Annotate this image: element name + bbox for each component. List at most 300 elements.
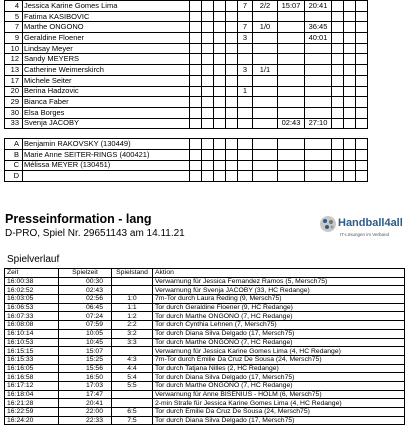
player-suspension <box>305 43 332 54</box>
event-time: 16:06:53 <box>5 303 59 312</box>
event-time: 16:16:58 <box>5 373 59 382</box>
event-time: 16:07:33 <box>5 312 59 321</box>
empty-cell <box>344 118 356 129</box>
player-name: Elsa Borges <box>23 107 190 118</box>
event-gametime: 10:05 <box>59 329 112 338</box>
empty-cell <box>226 86 238 97</box>
spacer-row <box>5 129 368 139</box>
empty-cell <box>344 75 356 86</box>
game-events-table <box>4 268 405 425</box>
event-action: Tor durch Cynthia Lehnen (7, Mersch75) <box>153 321 405 330</box>
event-row <box>5 338 405 347</box>
event-row <box>5 321 405 330</box>
spacer-cell <box>5 129 368 139</box>
event-time: 16:21:28 <box>5 399 59 408</box>
player-row <box>5 54 368 65</box>
handball-icon <box>318 214 338 234</box>
event-action: Verwarnung für Jessica Karine Gomes Lima (4, HC Redange) <box>153 347 405 356</box>
header-gametime: Spielzeit <box>59 269 112 278</box>
empty-cell <box>344 86 356 97</box>
official-row <box>5 171 368 182</box>
player-number: 17 <box>5 75 23 86</box>
player-7m <box>253 75 278 86</box>
empty-cell <box>356 11 368 22</box>
empty-cell <box>238 171 253 182</box>
player-goals <box>238 11 253 22</box>
empty-cell <box>356 118 368 129</box>
event-time: 16:15:15 <box>5 347 59 356</box>
handball4all-logo <box>318 212 406 242</box>
player-7m <box>253 107 278 118</box>
empty-cell <box>202 1 214 12</box>
empty-cell <box>190 22 202 33</box>
empty-cell <box>190 118 202 129</box>
player-goals: 3 <box>238 65 253 76</box>
empty-cell <box>202 65 214 76</box>
event-gametime: 17:03 <box>59 381 112 390</box>
event-gametime: 17:47 <box>59 390 112 399</box>
player-name: Michele Seiter <box>23 75 190 86</box>
empty-cell <box>344 11 356 22</box>
event-time: 16:08:08 <box>5 321 59 330</box>
empty-cell <box>332 22 344 33</box>
player-stats-table <box>4 0 368 182</box>
player-goals: 7 <box>238 22 253 33</box>
empty-cell <box>253 139 278 150</box>
player-number: 12 <box>5 54 23 65</box>
empty-cell <box>253 149 278 160</box>
player-row <box>5 75 368 86</box>
event-score: 5:4 <box>112 373 153 382</box>
player-7m: 2/2 <box>253 1 278 12</box>
player-goals: 1 <box>238 86 253 97</box>
event-score: 5:5 <box>112 381 153 390</box>
official-name: Mélissa MEYER (130451) <box>23 160 190 171</box>
empty-cell <box>305 139 332 150</box>
event-score <box>112 286 153 295</box>
empty-cell <box>344 1 356 12</box>
empty-cell <box>214 97 226 108</box>
empty-cell <box>305 171 332 182</box>
empty-cell <box>214 160 226 171</box>
event-score: 6:5 <box>112 408 153 417</box>
player-name: Lindsay Meyer <box>23 43 190 54</box>
empty-cell <box>226 22 238 33</box>
empty-cell <box>214 11 226 22</box>
event-score <box>112 277 153 286</box>
player-name: Svenja JACOBY <box>23 118 190 129</box>
player-suspension <box>305 97 332 108</box>
events-header-row <box>5 269 405 278</box>
event-row <box>5 295 405 304</box>
event-action: Tor durch Marthe ONGONO (7, HC Redange) <box>153 381 405 390</box>
empty-cell <box>356 139 368 150</box>
empty-cell <box>190 86 202 97</box>
empty-cell <box>344 139 356 150</box>
player-suspension: 27:10 <box>305 118 332 129</box>
event-gametime: 00:30 <box>59 277 112 286</box>
empty-cell <box>214 149 226 160</box>
player-warning: 02:43 <box>278 118 305 129</box>
empty-cell <box>190 11 202 22</box>
empty-cell <box>202 149 214 160</box>
empty-cell <box>202 107 214 118</box>
event-action: Tor durch Marthe ONGONO (7, HC Redange) <box>153 312 405 321</box>
event-action: Verwarnung für Anne BISENIUS - HOLM (6, Mersch75) <box>153 390 405 399</box>
player-suspension <box>305 86 332 97</box>
player-7m <box>253 118 278 129</box>
empty-cell <box>356 65 368 76</box>
empty-cell <box>190 33 202 44</box>
empty-cell <box>190 43 202 54</box>
empty-cell <box>278 149 305 160</box>
event-score: 4:3 <box>112 355 153 364</box>
empty-cell <box>238 139 253 150</box>
event-gametime: 06:45 <box>59 303 112 312</box>
empty-cell <box>226 160 238 171</box>
empty-cell <box>332 160 344 171</box>
player-warning <box>278 75 305 86</box>
event-gametime: 16:50 <box>59 373 112 382</box>
empty-cell <box>332 54 344 65</box>
player-number: 5 <box>5 11 23 22</box>
player-warning <box>278 65 305 76</box>
empty-cell <box>202 54 214 65</box>
official-name: Marie Anne SEITER-RINGS (400421) <box>23 149 190 160</box>
page-title: Presseinformation - lang <box>5 212 152 226</box>
empty-cell <box>202 43 214 54</box>
event-gametime: 22:33 <box>59 416 112 425</box>
player-row <box>5 1 368 12</box>
empty-cell <box>356 43 368 54</box>
event-time: 16:10:14 <box>5 329 59 338</box>
player-warning <box>278 97 305 108</box>
empty-cell <box>332 97 344 108</box>
empty-cell <box>332 86 344 97</box>
event-row <box>5 347 405 356</box>
empty-cell <box>190 54 202 65</box>
empty-cell <box>202 160 214 171</box>
event-row <box>5 390 405 399</box>
empty-cell <box>332 11 344 22</box>
player-number: 9 <box>5 33 23 44</box>
event-action: Tor durch Geraldine Floener (9, HC Redange) <box>153 303 405 312</box>
event-action: Tor durch Diana Silva Delgado (17, Mersch75) <box>153 416 405 425</box>
empty-cell <box>332 65 344 76</box>
empty-cell <box>332 75 344 86</box>
header-score: Spielstand <box>112 269 153 278</box>
player-suspension <box>305 11 332 22</box>
player-goals <box>238 43 253 54</box>
empty-cell <box>202 86 214 97</box>
empty-cell <box>226 118 238 129</box>
empty-cell <box>226 107 238 118</box>
player-number: 4 <box>5 1 23 12</box>
player-row <box>5 107 368 118</box>
event-time: 16:10:53 <box>5 338 59 347</box>
empty-cell <box>278 160 305 171</box>
empty-cell <box>214 1 226 12</box>
empty-cell <box>190 107 202 118</box>
player-number: 30 <box>5 107 23 118</box>
player-7m <box>253 43 278 54</box>
empty-cell <box>238 160 253 171</box>
event-row <box>5 416 405 425</box>
empty-cell <box>202 118 214 129</box>
event-time: 16:18:04 <box>5 390 59 399</box>
empty-cell <box>214 139 226 150</box>
player-goals <box>238 97 253 108</box>
empty-cell <box>253 160 278 171</box>
player-row <box>5 118 368 129</box>
empty-cell <box>226 139 238 150</box>
event-time: 16:22:59 <box>5 408 59 417</box>
player-warning: 15:07 <box>278 1 305 12</box>
empty-cell <box>202 139 214 150</box>
empty-cell <box>202 97 214 108</box>
player-number: 10 <box>5 43 23 54</box>
player-suspension: 36:45 <box>305 22 332 33</box>
empty-cell <box>190 1 202 12</box>
event-row <box>5 399 405 408</box>
empty-cell <box>226 75 238 86</box>
player-warning <box>278 22 305 33</box>
player-7m <box>253 97 278 108</box>
empty-cell <box>190 75 202 86</box>
header-action: Aktion <box>153 269 405 278</box>
empty-cell <box>332 149 344 160</box>
player-warning <box>278 43 305 54</box>
empty-cell <box>278 139 305 150</box>
empty-cell <box>202 171 214 182</box>
event-gametime: 15:25 <box>59 355 112 364</box>
event-row <box>5 312 405 321</box>
empty-cell <box>344 22 356 33</box>
empty-cell <box>202 33 214 44</box>
event-row <box>5 355 405 364</box>
event-row <box>5 329 405 338</box>
empty-cell <box>332 171 344 182</box>
event-row <box>5 364 405 373</box>
official-name <box>23 171 190 182</box>
empty-cell <box>356 54 368 65</box>
event-score: 1:2 <box>112 312 153 321</box>
empty-cell <box>305 160 332 171</box>
player-name: Sandy MEYERS <box>23 54 190 65</box>
event-score: 4:4 <box>112 364 153 373</box>
event-gametime: 22:00 <box>59 408 112 417</box>
empty-cell <box>202 22 214 33</box>
empty-cell <box>344 107 356 118</box>
event-time: 16:00:38 <box>5 277 59 286</box>
empty-cell <box>356 1 368 12</box>
player-name: Fatima KASIBOVIC <box>23 11 190 22</box>
event-score <box>112 390 153 399</box>
player-7m <box>253 33 278 44</box>
player-7m: 1/0 <box>253 22 278 33</box>
event-gametime: 07:59 <box>59 321 112 330</box>
empty-cell <box>226 65 238 76</box>
empty-cell <box>344 171 356 182</box>
player-goals <box>238 75 253 86</box>
player-goals <box>238 54 253 65</box>
event-row <box>5 373 405 382</box>
empty-cell <box>356 22 368 33</box>
empty-cell <box>332 118 344 129</box>
event-row <box>5 303 405 312</box>
player-suspension: 20:41 <box>305 1 332 12</box>
player-warning <box>278 11 305 22</box>
empty-cell <box>344 33 356 44</box>
event-row <box>5 381 405 390</box>
player-goals <box>238 118 253 129</box>
event-row <box>5 277 405 286</box>
empty-cell <box>356 97 368 108</box>
empty-cell <box>214 86 226 97</box>
empty-cell <box>344 43 356 54</box>
event-action: Tor durch Tatjana Nilles (2, HC Redange) <box>153 364 405 373</box>
empty-cell <box>278 171 305 182</box>
player-row <box>5 86 368 97</box>
player-number: 13 <box>5 65 23 76</box>
player-suspension <box>305 65 332 76</box>
empty-cell <box>344 160 356 171</box>
event-score: 1:1 <box>112 303 153 312</box>
event-time: 16:03:05 <box>5 295 59 304</box>
player-goals: 7 <box>238 1 253 12</box>
empty-cell <box>344 149 356 160</box>
empty-cell <box>332 43 344 54</box>
empty-cell <box>226 33 238 44</box>
player-row <box>5 65 368 76</box>
event-gametime: 20:41 <box>59 399 112 408</box>
event-gametime: 10:45 <box>59 338 112 347</box>
empty-cell <box>332 1 344 12</box>
header-time: Zeit <box>5 269 59 278</box>
empty-cell <box>356 171 368 182</box>
empty-cell <box>214 54 226 65</box>
event-time: 16:17:12 <box>5 381 59 390</box>
event-score <box>112 347 153 356</box>
official-code: C <box>5 160 23 171</box>
empty-cell <box>356 160 368 171</box>
player-number: 33 <box>5 118 23 129</box>
empty-cell <box>226 149 238 160</box>
empty-cell <box>305 149 332 160</box>
empty-cell <box>202 11 214 22</box>
empty-cell <box>344 97 356 108</box>
event-action: Verwarnung für Svenja JACOBY (33, HC Redange) <box>153 286 405 295</box>
player-name: Jessica Karine Gomes Lima <box>23 1 190 12</box>
empty-cell <box>226 11 238 22</box>
player-name: Catherine Weimerskirch <box>23 65 190 76</box>
empty-cell <box>332 107 344 118</box>
official-name: Benjamin RAKOVSKY (130449) <box>23 139 190 150</box>
empty-cell <box>226 97 238 108</box>
empty-cell <box>226 54 238 65</box>
event-gametime: 07:24 <box>59 312 112 321</box>
event-action: Tor durch Marthe ONGONO (7, HC Redange) <box>153 338 405 347</box>
player-warning <box>278 107 305 118</box>
player-name: Geraldine Floener <box>23 33 190 44</box>
event-row <box>5 286 405 295</box>
player-row <box>5 43 368 54</box>
event-action: Tor durch Emilie Da Cruz De Sousa (24, Mersch75) <box>153 408 405 417</box>
section-title: Spielverlauf <box>7 254 60 265</box>
player-name: Marthe ONGONO <box>23 22 190 33</box>
player-warning <box>278 86 305 97</box>
logo-text: Handball4all <box>338 217 403 229</box>
empty-cell <box>253 171 278 182</box>
empty-cell <box>226 43 238 54</box>
empty-cell <box>344 65 356 76</box>
player-row <box>5 33 368 44</box>
event-row <box>5 408 405 417</box>
event-action: 7m-Tor durch Emilie Da Cruz De Sousa (24, Mersch75) <box>153 355 405 364</box>
official-code: D <box>5 171 23 182</box>
empty-cell <box>214 65 226 76</box>
player-suspension <box>305 75 332 86</box>
player-warning <box>278 33 305 44</box>
empty-cell <box>344 54 356 65</box>
empty-cell <box>332 139 344 150</box>
player-7m: 1/1 <box>253 65 278 76</box>
empty-cell <box>190 65 202 76</box>
empty-cell <box>356 86 368 97</box>
event-action: Verwarnung für Jessica Fernandez Ramos (5, Mersch75) <box>153 277 405 286</box>
event-action: Tor durch Diana Silva Delgado (17, Mersch75) <box>153 329 405 338</box>
empty-cell <box>190 139 202 150</box>
player-7m <box>253 11 278 22</box>
event-action: Tor durch Diana Silva Delgado (17, Mersch75) <box>153 373 405 382</box>
event-score: 3:3 <box>112 338 153 347</box>
player-number: 29 <box>5 97 23 108</box>
player-suspension <box>305 107 332 118</box>
empty-cell <box>190 171 202 182</box>
logo-subtext: IT-Lösungen im Verband <box>340 232 390 237</box>
empty-cell <box>202 75 214 86</box>
official-row <box>5 149 368 160</box>
empty-cell <box>214 22 226 33</box>
event-score <box>112 399 153 408</box>
event-gametime: 02:56 <box>59 295 112 304</box>
player-row <box>5 97 368 108</box>
official-row <box>5 160 368 171</box>
event-time: 16:02:52 <box>5 286 59 295</box>
player-row <box>5 22 368 33</box>
player-suspension <box>305 54 332 65</box>
player-7m <box>253 54 278 65</box>
empty-cell <box>214 171 226 182</box>
empty-cell <box>214 118 226 129</box>
empty-cell <box>356 107 368 118</box>
empty-cell <box>214 75 226 86</box>
empty-cell <box>190 160 202 171</box>
player-number: 7 <box>5 22 23 33</box>
event-action: 2-min Strafe für Jessica Karine Gomes Lima (4, HC Redange) <box>153 399 405 408</box>
event-gametime: 02:43 <box>59 286 112 295</box>
event-time: 16:24:20 <box>5 416 59 425</box>
empty-cell <box>214 33 226 44</box>
event-action: 7m-Tor durch Laura Reding (9, Mersch75) <box>153 295 405 304</box>
empty-cell <box>214 107 226 118</box>
empty-cell <box>190 97 202 108</box>
empty-cell <box>226 171 238 182</box>
event-time: 16:16:05 <box>5 364 59 373</box>
player-suspension: 40:01 <box>305 33 332 44</box>
player-goals: 3 <box>238 33 253 44</box>
page-subtitle: D-PRO, Spiel Nr. 29651143 am 14.11.21 <box>5 228 185 239</box>
